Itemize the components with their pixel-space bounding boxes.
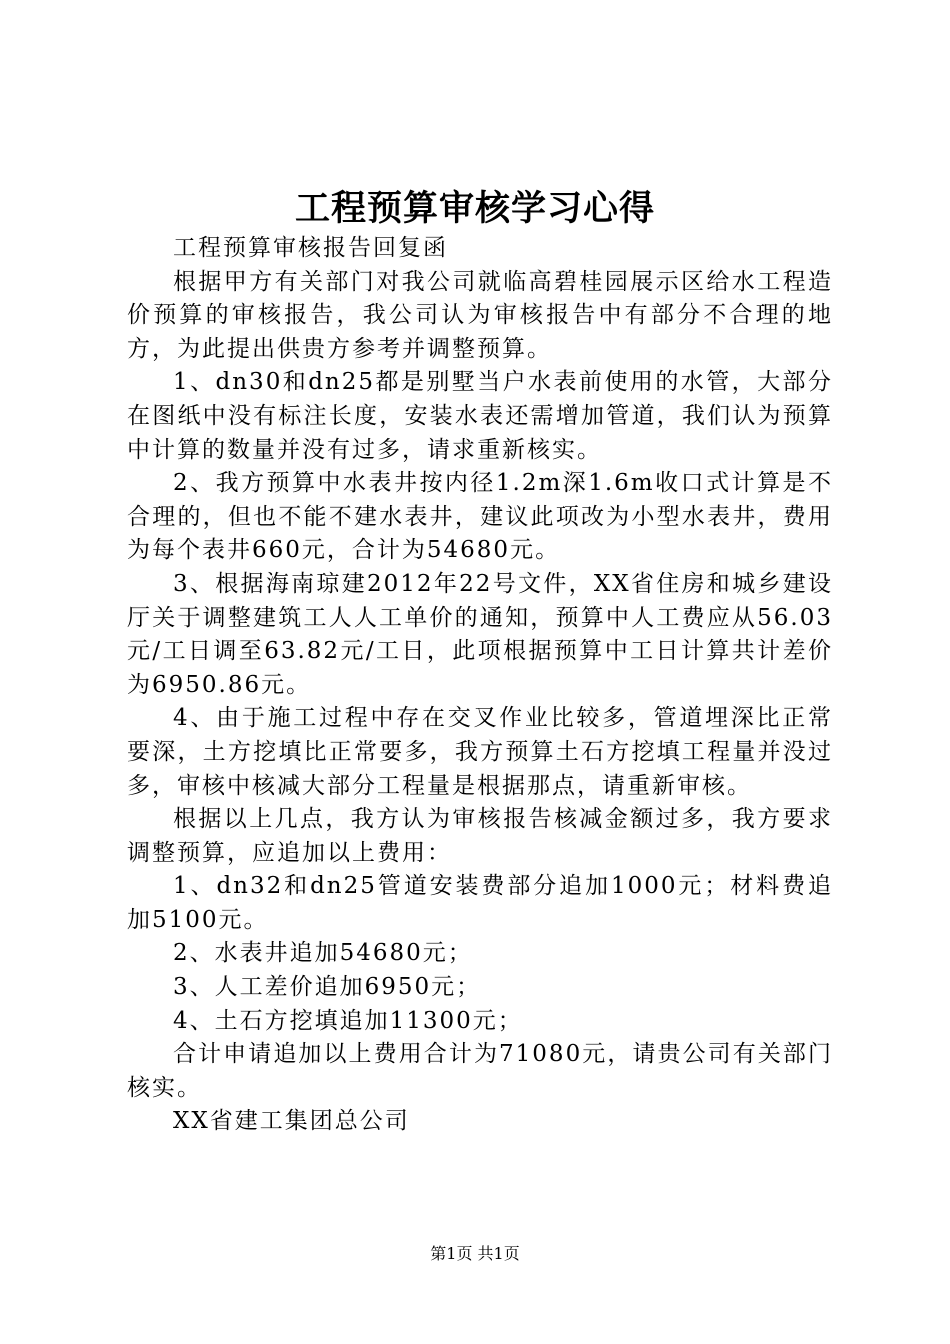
paragraph-fee-4: 4、土石方挖填追加11300元； [173, 1007, 523, 1034]
page-footer: 第1页 共1页 [430, 1244, 520, 1263]
paragraph-point-1: 1、dn30和dn25都是别墅当户水表前使用的水管，大部分在图纸中没有标注长度，安装水表还需增加管道，我们认为预算中计算的数量并没有过多，请求重新核实。 [127, 369, 833, 463]
paragraph-point-4: 4、由于施工过程中存在交叉作业比较多，管道埋深比正常要深，土方挖填比正常要多，我方预算土石方挖填工程量并没过多，审核中核减大部分工程量是根据那点，请重新审核。 [127, 705, 833, 799]
paragraph-point-3: 3、根据海南琼建2012年22号文件，XX省住房和城乡建设厅关于调整建筑工人人工单价的通知，预算中人工费应从56.03元/工日调至63.82元/工日，此项根据预算中工日计算共计差价为6950.86元。 [127, 570, 833, 698]
paragraph-signature: XX省建工集团总公司 [173, 1108, 410, 1135]
document-body [127, 232, 833, 1139]
document-title: 工程预算审核学习心得 [294, 189, 655, 229]
paragraph-fee-3: 3、人工差价追加6950元； [173, 974, 482, 1001]
paragraph-subject: 工程预算审核报告回复函 [173, 235, 448, 261]
paragraph-fee-1: 1、dn32和dn25管道安装费部分追加1000元；材料费追加5100元。 [127, 873, 833, 933]
paragraph-intro: 根据甲方有关部门对我公司就临高碧桂园展示区给水工程造价预算的审核报告，我公司认为审核报告中有部分不合理的地方，为此提出供贵方参考并调整预算。 [127, 268, 833, 362]
paragraph-summary: 根据以上几点，我方认为审核报告核减金额过多，我方要求调整预算，应追加以上费用： [127, 806, 833, 866]
paragraph-point-2: 2、我方预算中水表井按内径1.2m深1.6m收口式计算是不合理的，但也不能不建水表井，建议此项改为小型水表井，费用为每个表井660元，合计为54680元。 [127, 470, 833, 564]
paragraph-fee-2: 2、水表井追加54680元； [173, 940, 473, 967]
paragraph-total: 合计申请追加以上费用合计为71080元，请贵公司有关部门核实。 [127, 1041, 833, 1101]
